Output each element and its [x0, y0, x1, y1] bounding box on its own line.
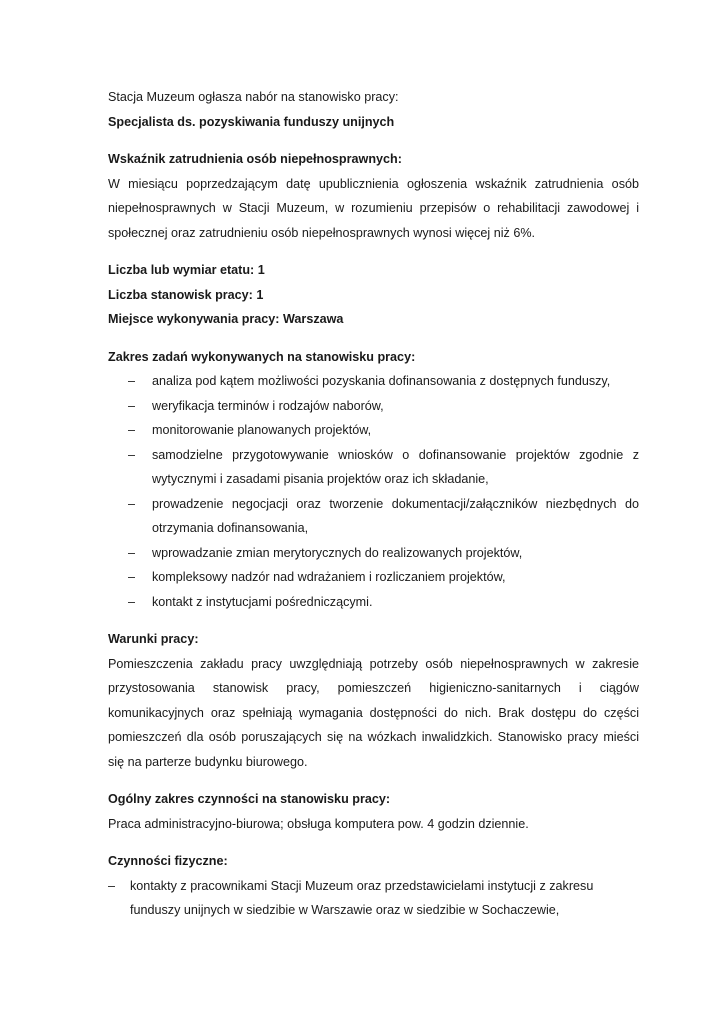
list-item: – kompleksowy nadzór nad wdrażaniem i rozliczaniem projektów, — [108, 565, 639, 590]
list-item: – monitorowanie planowanych projektów, — [108, 418, 639, 443]
location-line: Miejsce wykonywania pracy: Warszawa — [108, 312, 344, 326]
tasks-heading: Zakres zadań wykonywanych na stanowisku pracy: — [108, 349, 416, 364]
general-scope-heading: Ogólny zakres czynności na stanowisku pracy: — [108, 792, 391, 806]
list-item: – analiza pod kątem możliwości pozyskania dofinansowania z dostępnych funduszy, — [108, 369, 639, 394]
positions-line: Liczba stanowisk pracy: 1 — [108, 287, 264, 302]
dash-bullet: – — [128, 398, 136, 413]
list-item: – prowadzenie negocjacji oraz tworzenie dokumentacji/załączników niezbędnych do otrzymania dofinansowania, — [108, 492, 639, 541]
dash-bullet: – — [128, 447, 136, 462]
dash-bullet: – — [128, 594, 136, 609]
list-item: – wprowadzanie zmian merytorycznych do realizowanych projektów, — [108, 541, 639, 566]
fte-line: Liczba lub wymiar etatu: 1 — [108, 263, 265, 277]
list-item: – samodzielne przygotowywanie wniosków o dofinansowanie projektów zgodnie z wytycznymi i zasadami pisania projektów oraz ich składanie, — [108, 443, 639, 492]
list-item: – weryfikacja terminów i rodzajów naborów, — [108, 394, 639, 419]
dash-bullet: – — [128, 570, 136, 584]
conditions-text: Pomieszczenia zakładu pracy uwzględniają potrzeby osób niepełnosprawnych w zakresie przystosowania stanowisk pracy, pomieszczeń higieniczno-sanitarnych i ciągów komunikacyjnych oraz spełniają wymagania dostępności do nich. Brak dostępu do części pomieszczeń dla osób poruszających się na wózkach inwalidzkich. Stanowisko pracy mieści się na parterze budynku biurowego. — [108, 656, 639, 769]
dash-bullet: – — [128, 496, 136, 511]
dash-bullet: – — [128, 423, 136, 437]
list-item: – kontakty z pracownikami Stacji Muzeum oraz przedstawicielami instytucji z zakresu funduszy unijnych w siedzibie w Warszawie oraz w siedzibie w Sochaczewie, — [108, 874, 639, 923]
list-item: – kontakt z instytucjami pośredniczącymi. — [108, 590, 639, 615]
general-scope-text: Praca administracyjno-biurowa; obsługa komputera pow. 4 godzin dziennie. — [108, 816, 529, 831]
dash-bullet: – — [108, 878, 116, 893]
position-title: Specjalista ds. pozyskiwania funduszy unijnych — [108, 114, 395, 129]
conditions-heading: Warunki pracy: — [108, 632, 199, 646]
dash-bullet: – — [128, 374, 136, 388]
dash-bullet: – — [128, 545, 136, 560]
employment-indicator-heading: Wskaźnik zatrudnienia osób niepełnosprawnych: — [108, 152, 402, 166]
physical-heading: Czynności fizyczne: — [108, 854, 228, 868]
physical-list — [108, 874, 639, 923]
employment-indicator-text: W miesiącu poprzedzającym datę upublicznienia ogłoszenia wskaźnik zatrudnienia osób niepełnosprawnych w Stacji Muzeum, w rozumieniu przepisów o rehabilitacji zawodowej i społecznej oraz zatrudnieniu osób niepełnosprawnych wynosi więcej niż 6%. — [108, 176, 639, 240]
tasks-list — [108, 369, 639, 614]
intro-text: Stacja Muzeum ogłasza nabór na stanowisko pracy: — [108, 90, 399, 104]
